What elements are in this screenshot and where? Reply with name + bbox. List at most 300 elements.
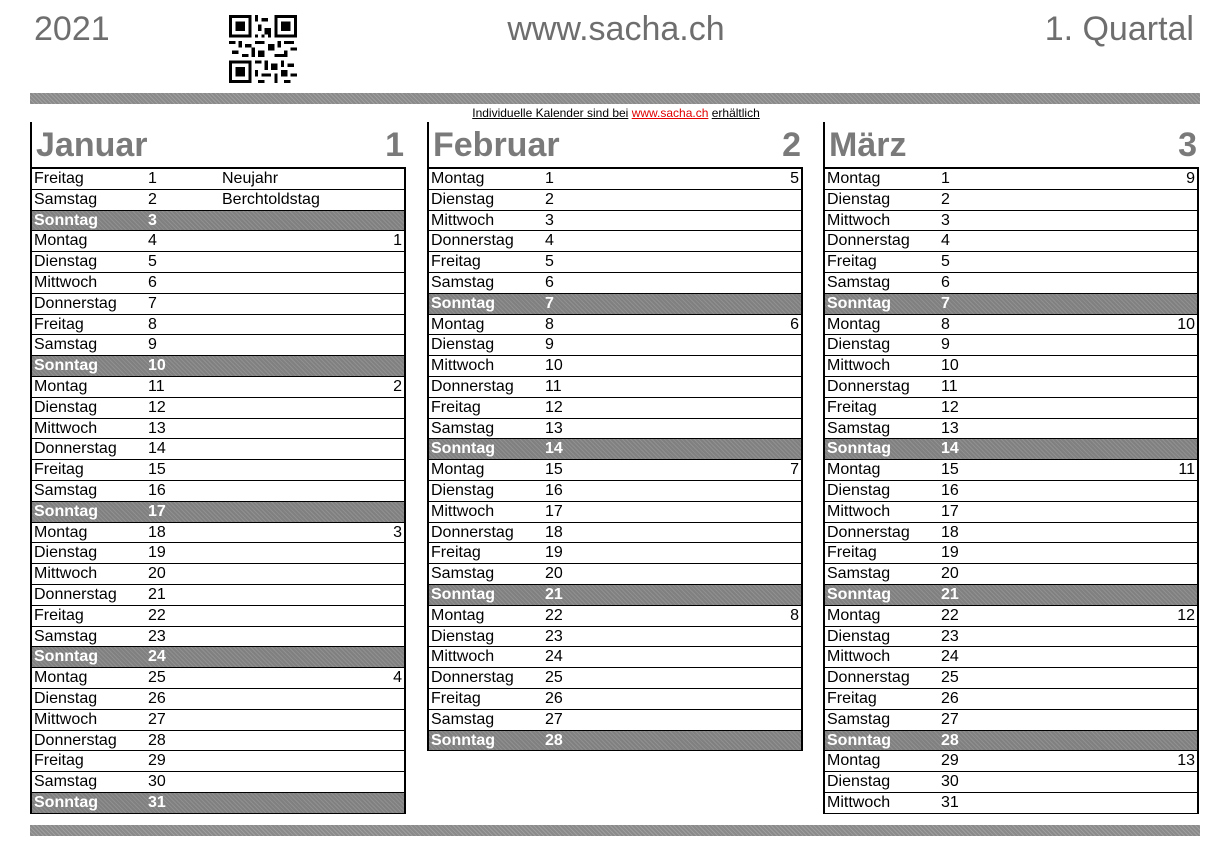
day-date: 21 — [148, 585, 166, 603]
day-date: 23 — [545, 627, 563, 645]
day-name: Dienstag — [431, 336, 495, 354]
bottom-divider — [30, 825, 1200, 836]
day-name: Samstag — [827, 419, 891, 437]
day-date: 16 — [941, 481, 959, 499]
day-row — [32, 273, 406, 294]
day-row — [32, 668, 406, 689]
day-row — [429, 335, 803, 356]
day-row — [825, 647, 1199, 668]
day-date: 28 — [941, 731, 959, 749]
day-row — [825, 377, 1199, 398]
day-date: 22 — [545, 606, 563, 624]
day-name: Freitag — [431, 398, 481, 416]
day-name: Samstag — [34, 336, 98, 354]
day-date: 15 — [545, 461, 563, 479]
day-date: 25 — [941, 669, 959, 687]
day-row — [825, 710, 1199, 731]
day-date: 26 — [148, 689, 166, 707]
day-date: 3 — [545, 211, 554, 229]
day-row — [32, 294, 406, 315]
day-date: 24 — [148, 648, 166, 666]
day-date: 27 — [148, 710, 166, 728]
day-row — [32, 585, 406, 606]
day-date: 4 — [941, 232, 950, 250]
day-date: 10 — [148, 357, 166, 375]
day-row — [825, 398, 1199, 419]
week-number: 4 — [393, 669, 402, 687]
day-name: Montag — [431, 461, 485, 479]
day-row — [32, 627, 406, 648]
day-name: Montag — [827, 315, 881, 333]
promo-text-after: erhältlich — [711, 106, 760, 120]
day-row — [429, 356, 803, 377]
day-row — [429, 377, 803, 398]
day-date: 6 — [941, 273, 950, 291]
day-date: 18 — [941, 523, 959, 541]
day-name: Sonntag — [431, 294, 495, 312]
day-date: 24 — [545, 648, 563, 666]
day-name: Donnerstag — [34, 294, 117, 312]
day-date: 3 — [941, 211, 950, 229]
day-row — [825, 731, 1199, 752]
day-date: 4 — [148, 232, 157, 250]
day-name: Freitag — [827, 689, 877, 707]
day-name: Montag — [431, 606, 485, 624]
day-row — [825, 564, 1199, 585]
day-row — [32, 502, 406, 523]
day-name: Sonntag — [431, 731, 495, 749]
day-row — [825, 585, 1199, 606]
day-row — [429, 647, 803, 668]
day-date: 14 — [545, 440, 563, 458]
day-row — [32, 419, 406, 440]
day-row — [32, 772, 406, 793]
month-number: 3 — [1178, 126, 1197, 164]
day-name: Samstag — [34, 190, 98, 208]
day-date: 16 — [148, 481, 166, 499]
day-row — [32, 398, 406, 419]
day-name: Freitag — [34, 170, 84, 187]
day-name: Donnerstag — [34, 440, 117, 458]
day-name: Sonntag — [431, 440, 495, 458]
promo-line — [0, 106, 1232, 120]
day-date: 12 — [148, 398, 166, 416]
day-date: 28 — [148, 731, 166, 749]
day-row — [825, 481, 1199, 502]
day-date: 2 — [148, 190, 157, 208]
day-name: Donnerstag — [431, 523, 514, 541]
week-number: 3 — [393, 523, 402, 541]
day-name: Mittwoch — [34, 273, 98, 291]
day-name: Sonntag — [827, 585, 891, 603]
day-date: 12 — [545, 398, 563, 416]
day-name: Samstag — [827, 565, 891, 583]
month-number: 2 — [782, 126, 801, 164]
day-date: 1 — [941, 170, 950, 187]
week-number: 9 — [1186, 170, 1195, 187]
day-date: 13 — [545, 419, 563, 437]
day-date: 26 — [545, 689, 563, 707]
day-date: 1 — [148, 170, 157, 187]
day-name: Samstag — [431, 419, 495, 437]
day-name: Mittwoch — [34, 565, 98, 583]
day-date: 8 — [545, 315, 554, 333]
day-row — [429, 543, 803, 564]
day-row — [429, 439, 803, 460]
day-name: Mittwoch — [34, 710, 98, 728]
day-row — [32, 689, 406, 710]
month-column-januar — [30, 122, 406, 814]
day-name: Mittwoch — [431, 211, 495, 229]
day-name: Montag — [34, 523, 88, 541]
day-date: 24 — [941, 648, 959, 666]
day-date: 8 — [148, 315, 157, 333]
day-name: Sonntag — [34, 793, 98, 811]
day-name: Samstag — [431, 273, 495, 291]
day-row — [825, 273, 1199, 294]
day-name: Montag — [827, 752, 881, 770]
day-row — [32, 751, 406, 772]
day-row — [825, 315, 1199, 336]
day-row — [825, 543, 1199, 564]
day-name: Montag — [827, 606, 881, 624]
day-name: Dienstag — [34, 544, 98, 562]
day-name: Freitag — [431, 544, 481, 562]
day-rows — [32, 169, 406, 814]
week-number: 2 — [393, 377, 402, 395]
day-row — [32, 793, 406, 814]
day-date: 10 — [941, 357, 959, 375]
day-date: 19 — [148, 544, 166, 562]
day-name: Donnerstag — [827, 232, 910, 250]
day-row — [429, 460, 803, 481]
day-name: Sonntag — [34, 648, 98, 666]
day-row — [32, 315, 406, 336]
week-number: 11 — [1178, 461, 1195, 479]
day-row — [32, 731, 406, 752]
day-name: Montag — [827, 461, 881, 479]
day-row — [429, 398, 803, 419]
day-name: Montag — [431, 170, 485, 187]
day-date: 21 — [545, 585, 563, 603]
month-name: März — [829, 126, 907, 164]
day-row — [825, 502, 1199, 523]
promo-link[interactable]: www.sacha.ch — [631, 106, 709, 120]
day-name: Mittwoch — [827, 793, 891, 811]
day-name: Freitag — [34, 461, 84, 479]
day-row — [32, 356, 406, 377]
day-name: Mittwoch — [34, 419, 98, 437]
day-date: 17 — [148, 502, 166, 520]
day-date: 8 — [941, 315, 950, 333]
day-date: 19 — [941, 544, 959, 562]
week-number: 10 — [1177, 315, 1195, 333]
day-date: 11 — [941, 377, 958, 395]
day-name: Sonntag — [827, 731, 891, 749]
day-name: Dienstag — [431, 481, 495, 499]
day-row — [825, 668, 1199, 689]
day-name: Sonntag — [34, 502, 98, 520]
day-date: 7 — [545, 294, 554, 312]
day-date: 17 — [941, 502, 959, 520]
site-url-heading: www.sacha.ch — [507, 10, 725, 48]
week-number: 6 — [790, 315, 799, 333]
day-date: 29 — [941, 752, 959, 770]
day-row — [825, 689, 1199, 710]
week-number: 7 — [790, 461, 799, 479]
day-name: Freitag — [431, 253, 481, 271]
day-date: 14 — [941, 440, 959, 458]
day-row — [825, 793, 1199, 814]
day-name: Freitag — [827, 253, 877, 271]
day-name: Donnerstag — [827, 523, 910, 541]
day-date: 15 — [148, 461, 166, 479]
day-date: 13 — [148, 419, 166, 437]
day-name: Donnerstag — [34, 731, 117, 749]
day-row — [429, 211, 803, 232]
day-row — [825, 294, 1199, 315]
day-row — [429, 169, 803, 190]
month-header — [429, 122, 803, 169]
day-row — [429, 273, 803, 294]
month-header — [32, 122, 406, 169]
day-date: 11 — [545, 377, 562, 395]
day-date: 27 — [941, 710, 959, 728]
day-name: Dienstag — [34, 253, 98, 271]
day-row — [825, 772, 1199, 793]
day-name: Sonntag — [827, 440, 891, 458]
day-name: Mittwoch — [827, 502, 891, 520]
day-rows — [429, 169, 803, 751]
day-row — [429, 315, 803, 336]
day-row — [825, 335, 1199, 356]
day-name: Freitag — [34, 752, 84, 770]
day-row — [32, 543, 406, 564]
day-name: Dienstag — [431, 627, 495, 645]
day-name: Dienstag — [827, 627, 891, 645]
week-number: 1 — [393, 232, 402, 250]
day-name: Mittwoch — [431, 357, 495, 375]
day-date: 20 — [941, 565, 959, 583]
day-date: 11 — [148, 377, 165, 395]
day-name: Samstag — [827, 273, 891, 291]
calendar-year: 2021 — [34, 10, 110, 48]
top-divider — [30, 93, 1200, 104]
day-name: Sonntag — [431, 585, 495, 603]
day-name: Dienstag — [34, 398, 98, 416]
day-date: 22 — [148, 606, 166, 624]
day-name: Dienstag — [431, 190, 495, 208]
day-row — [429, 523, 803, 544]
day-date: 9 — [545, 336, 554, 354]
day-row — [32, 647, 406, 668]
day-row — [429, 731, 803, 752]
day-name: Freitag — [827, 544, 877, 562]
month-number: 1 — [385, 126, 404, 164]
day-name: Dienstag — [827, 481, 891, 499]
day-row — [429, 190, 803, 211]
day-name: Freitag — [431, 689, 481, 707]
week-number: 13 — [1177, 752, 1195, 770]
day-name: Mittwoch — [827, 357, 891, 375]
day-date: 30 — [941, 773, 959, 791]
promo-text-before: Individuelle Kalender sind bei — [472, 106, 629, 120]
holiday-name: Berchtoldstag — [222, 190, 320, 208]
day-date: 25 — [148, 669, 166, 687]
day-date: 3 — [148, 211, 157, 229]
day-name: Dienstag — [34, 689, 98, 707]
week-number: 12 — [1177, 606, 1195, 624]
day-name: Montag — [827, 170, 881, 187]
month-name: Januar — [36, 126, 148, 164]
day-date: 20 — [545, 565, 563, 583]
day-row — [32, 439, 406, 460]
day-name: Dienstag — [827, 336, 891, 354]
day-name: Donnerstag — [827, 669, 910, 687]
day-name: Montag — [34, 377, 88, 395]
day-name: Montag — [34, 232, 88, 250]
day-name: Donnerstag — [431, 377, 514, 395]
day-row — [825, 523, 1199, 544]
day-date: 6 — [148, 273, 157, 291]
week-number: 8 — [790, 606, 799, 624]
day-name: Samstag — [34, 627, 98, 645]
day-date: 5 — [148, 253, 157, 271]
day-date: 22 — [941, 606, 959, 624]
day-row — [825, 169, 1199, 190]
day-date: 25 — [545, 669, 563, 687]
day-name: Donnerstag — [431, 232, 514, 250]
day-row — [429, 668, 803, 689]
month-column-maerz — [823, 122, 1199, 814]
day-date: 30 — [148, 773, 166, 791]
day-date: 10 — [545, 357, 563, 375]
day-date: 1 — [545, 170, 554, 187]
day-row — [32, 606, 406, 627]
day-date: 20 — [148, 565, 166, 583]
day-date: 18 — [148, 523, 166, 541]
day-date: 31 — [148, 793, 166, 811]
week-number: 5 — [790, 170, 799, 187]
day-date: 2 — [545, 190, 554, 208]
day-date: 18 — [545, 523, 563, 541]
day-name: Mittwoch — [431, 502, 495, 520]
day-row — [429, 231, 803, 252]
day-row — [32, 335, 406, 356]
day-row — [32, 460, 406, 481]
day-date: 26 — [941, 689, 959, 707]
day-row — [825, 627, 1199, 648]
day-name: Mittwoch — [431, 648, 495, 666]
day-row — [429, 710, 803, 731]
day-name: Samstag — [827, 710, 891, 728]
day-date: 15 — [941, 461, 959, 479]
day-row — [429, 585, 803, 606]
day-name: Freitag — [827, 398, 877, 416]
day-row — [429, 294, 803, 315]
day-date: 29 — [148, 752, 166, 770]
day-name: Samstag — [34, 481, 98, 499]
day-date: 21 — [941, 585, 959, 603]
day-row — [32, 710, 406, 731]
day-date: 6 — [545, 273, 554, 291]
day-row — [429, 564, 803, 585]
day-row — [825, 751, 1199, 772]
day-row — [825, 231, 1199, 252]
day-name: Donnerstag — [827, 377, 910, 395]
day-date: 19 — [545, 544, 563, 562]
day-date: 9 — [148, 336, 157, 354]
day-date: 27 — [545, 710, 563, 728]
day-name: Samstag — [431, 710, 495, 728]
day-row — [825, 606, 1199, 627]
day-row — [429, 606, 803, 627]
day-row — [429, 502, 803, 523]
day-name: Mittwoch — [827, 648, 891, 666]
day-name: Dienstag — [827, 773, 891, 791]
day-row — [825, 439, 1199, 460]
quarter-label: 1. Quartal — [1044, 10, 1194, 48]
day-row — [429, 252, 803, 273]
day-date: 7 — [148, 294, 157, 312]
day-name: Dienstag — [827, 190, 891, 208]
day-date: 5 — [545, 253, 554, 271]
day-row — [32, 481, 406, 502]
day-row — [32, 252, 406, 273]
day-name: Sonntag — [827, 294, 891, 312]
holiday-name: Neujahr — [222, 170, 279, 187]
day-row — [32, 169, 406, 190]
day-name: Sonntag — [34, 357, 98, 375]
day-row — [429, 627, 803, 648]
month-column-februar — [427, 122, 803, 751]
day-date: 23 — [941, 627, 959, 645]
day-name: Sonntag — [34, 211, 98, 229]
day-row — [825, 252, 1199, 273]
day-row — [32, 564, 406, 585]
day-row — [32, 211, 406, 232]
day-date: 4 — [545, 232, 554, 250]
day-name: Freitag — [34, 606, 84, 624]
day-date: 12 — [941, 398, 959, 416]
day-row — [825, 356, 1199, 377]
day-row — [32, 190, 406, 211]
day-name: Samstag — [34, 773, 98, 791]
day-date: 5 — [941, 253, 950, 271]
day-date: 2 — [941, 190, 950, 208]
day-name: Mittwoch — [827, 211, 891, 229]
month-header — [825, 122, 1199, 169]
day-date: 7 — [941, 294, 950, 312]
day-date: 9 — [941, 336, 950, 354]
day-row — [32, 231, 406, 252]
day-name: Montag — [431, 315, 485, 333]
day-row — [32, 523, 406, 544]
day-date: 13 — [941, 419, 959, 437]
month-name: Februar — [433, 126, 560, 164]
day-date: 23 — [148, 627, 166, 645]
day-name: Samstag — [431, 565, 495, 583]
day-row — [825, 211, 1199, 232]
day-row — [429, 481, 803, 502]
day-row — [825, 460, 1199, 481]
day-date: 17 — [545, 502, 563, 520]
day-row — [429, 419, 803, 440]
day-name: Freitag — [34, 315, 84, 333]
day-name: Donnerstag — [431, 669, 514, 687]
day-name: Donnerstag — [34, 585, 117, 603]
day-row — [825, 190, 1199, 211]
